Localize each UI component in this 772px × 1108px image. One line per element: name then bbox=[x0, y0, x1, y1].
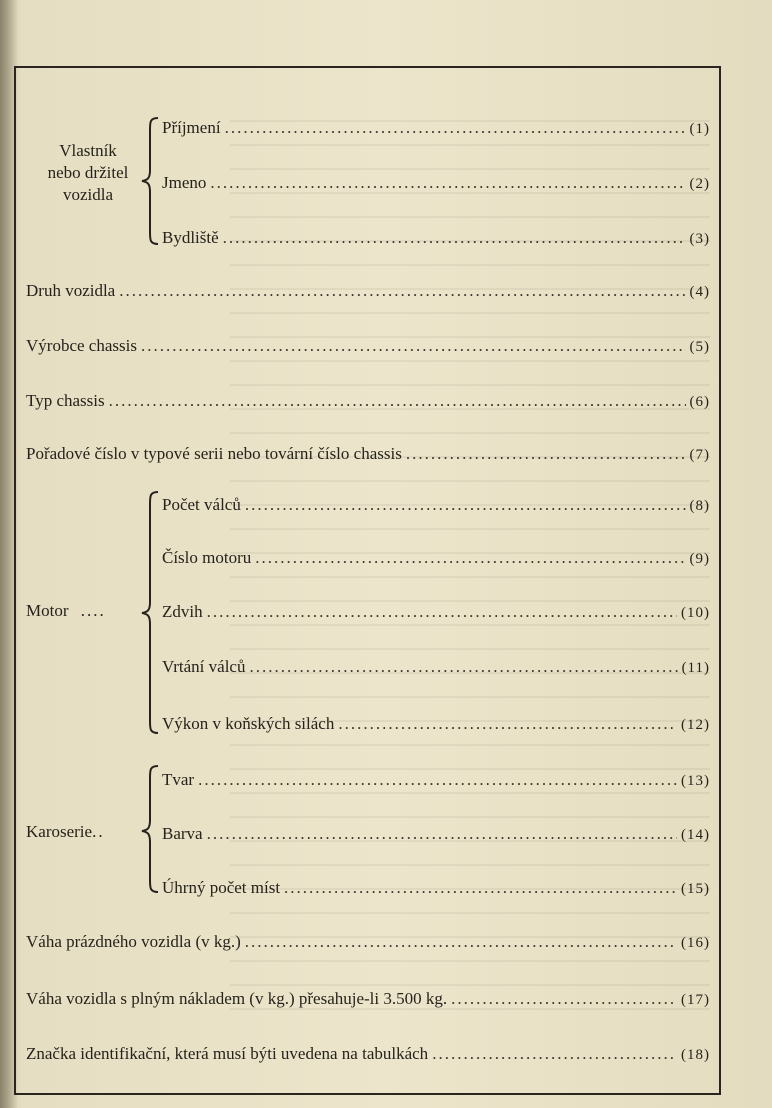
field-label: Úhrný počet míst bbox=[162, 878, 281, 897]
field-surname[interactable] bbox=[162, 116, 710, 141]
field-number: (3) bbox=[689, 231, 710, 247]
field-label: Typ chassis bbox=[26, 391, 105, 410]
body-brace-icon bbox=[138, 764, 162, 894]
field-label: Číslo motoru bbox=[162, 548, 252, 567]
dot-leader bbox=[207, 600, 677, 624]
field-label: Druh vozidla bbox=[26, 281, 116, 300]
dot-leader bbox=[255, 546, 685, 570]
field-number: (2) bbox=[689, 176, 710, 192]
field-seat-count[interactable] bbox=[162, 876, 710, 901]
field-number: (14) bbox=[681, 827, 710, 843]
field-label: Tvar bbox=[162, 770, 195, 789]
dot-leader bbox=[245, 930, 677, 954]
dot-leader bbox=[207, 822, 677, 846]
motor-dots: .... bbox=[80, 601, 106, 620]
field-empty-weight[interactable] bbox=[26, 930, 710, 955]
field-number: (4) bbox=[689, 284, 710, 300]
field-label: Výrobce chassis bbox=[26, 336, 137, 355]
field-number: (10) bbox=[681, 605, 710, 621]
field-cylinder-count[interactable] bbox=[162, 493, 710, 518]
dot-leader bbox=[284, 876, 677, 900]
dot-leader bbox=[249, 655, 677, 679]
field-number: (12) bbox=[681, 717, 710, 733]
field-chassis-type[interactable] bbox=[26, 389, 710, 414]
field-loaded-weight[interactable] bbox=[26, 987, 710, 1012]
field-number: (9) bbox=[689, 551, 710, 567]
dot-leader bbox=[210, 171, 685, 195]
field-number: (7) bbox=[689, 447, 710, 463]
motor-label: Motor bbox=[26, 601, 69, 620]
field-body-color[interactable] bbox=[162, 822, 710, 847]
field-number: (17) bbox=[681, 992, 710, 1008]
dot-leader bbox=[198, 768, 677, 792]
field-label: Barva bbox=[162, 824, 203, 843]
field-number: (13) bbox=[681, 773, 710, 789]
field-number: (11) bbox=[681, 660, 710, 676]
field-label: Zdvih bbox=[162, 602, 203, 621]
field-number: (5) bbox=[689, 339, 710, 355]
field-label: Vrtání válců bbox=[162, 657, 246, 676]
dot-leader bbox=[119, 279, 685, 303]
body-group-label bbox=[26, 820, 105, 844]
field-engine-number[interactable] bbox=[162, 546, 710, 571]
owner-group-label bbox=[28, 140, 148, 206]
field-vehicle-kind[interactable] bbox=[26, 279, 710, 304]
field-number: (15) bbox=[681, 881, 710, 897]
field-bore[interactable] bbox=[162, 655, 710, 680]
dot-leader bbox=[432, 1042, 677, 1066]
field-number: (16) bbox=[681, 935, 710, 951]
field-chassis-maker[interactable] bbox=[26, 334, 710, 359]
field-label: Jmeno bbox=[162, 173, 207, 192]
field-serial-number[interactable] bbox=[26, 442, 710, 467]
field-body-shape[interactable] bbox=[162, 768, 710, 793]
field-label: Značka identifikační, která musí býti uvedena na tabulkách bbox=[26, 1044, 429, 1063]
field-identification-mark[interactable] bbox=[26, 1042, 710, 1067]
field-residence[interactable] bbox=[162, 226, 710, 251]
dot-leader bbox=[406, 442, 686, 466]
field-label: Váha prázdného vozidla (v kg.) bbox=[26, 932, 241, 951]
owner-brace-icon bbox=[138, 116, 162, 246]
body-label: Karoserie bbox=[26, 822, 93, 841]
field-number: (1) bbox=[689, 121, 710, 137]
dot-leader bbox=[245, 493, 686, 517]
field-first-name[interactable] bbox=[162, 171, 710, 196]
dot-leader bbox=[223, 226, 686, 250]
field-number: (18) bbox=[681, 1047, 710, 1063]
body-dots: .. bbox=[92, 822, 105, 841]
dot-leader bbox=[338, 712, 677, 736]
owner-label-line-1: Vlastník bbox=[59, 141, 117, 160]
field-number: (6) bbox=[689, 394, 710, 410]
owner-label-line-2: nebo držitel bbox=[47, 163, 129, 182]
motor-brace-icon bbox=[138, 490, 162, 735]
owner-label-line-3: vozidla bbox=[62, 185, 114, 204]
dot-leader bbox=[451, 987, 677, 1011]
field-number: (8) bbox=[689, 498, 710, 514]
field-label: Výkon v koňských silách bbox=[162, 714, 335, 733]
field-horsepower[interactable] bbox=[162, 712, 710, 737]
field-label: Bydliště bbox=[162, 228, 219, 247]
dot-leader bbox=[141, 334, 686, 358]
dot-leader bbox=[109, 389, 686, 413]
dot-leader bbox=[225, 116, 686, 140]
field-label: Pořadové číslo v typové serii nebo tovární číslo chassis bbox=[26, 444, 402, 463]
motor-group-label bbox=[26, 599, 106, 623]
field-label: Počet válců bbox=[162, 495, 241, 514]
field-label: Váha vozidla s plným nákladem (v kg.) přesahuje-li 3.500 kg. bbox=[26, 989, 448, 1008]
field-stroke[interactable] bbox=[162, 600, 710, 625]
field-label: Příjmení bbox=[162, 118, 221, 137]
